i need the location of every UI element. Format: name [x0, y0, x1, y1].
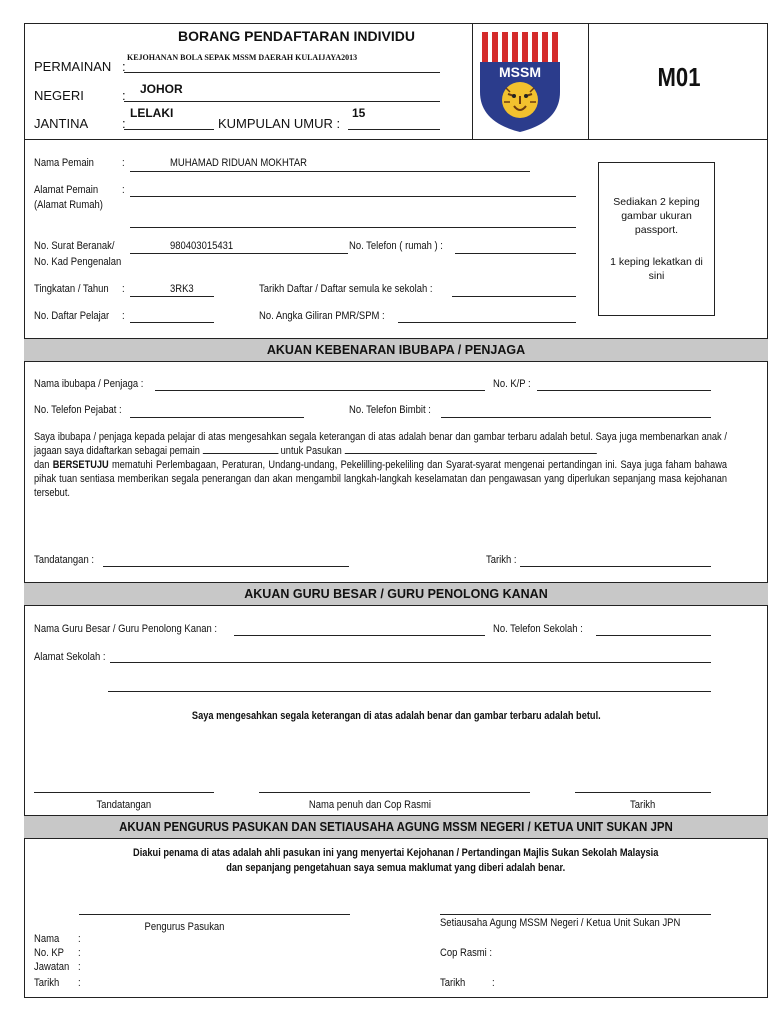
- parent-name-line: [155, 390, 485, 391]
- parent-signature-line: [103, 566, 349, 567]
- headmaster-stamp-line: [259, 792, 530, 793]
- manager-signature-line: [79, 914, 350, 915]
- photo-instruction-1: Sediakan 2 keping gambar ukuran passport.: [613, 196, 700, 236]
- jantina-value: LELAKI: [130, 106, 174, 120]
- parent-date-line: [520, 566, 711, 567]
- daftar-pelajar-label: No. Daftar Pelajar: [34, 310, 110, 322]
- angka-giliran-label: No. Angka Giliran PMR/SPM :: [259, 310, 385, 322]
- headmaster-name-label: Nama Guru Besar / Guru Penolong Kanan :: [34, 623, 218, 635]
- parent-para-2a: dan: [34, 459, 50, 471]
- headmaster-date-line: [575, 792, 711, 793]
- manager-caption: Pengurus Pasukan: [144, 921, 224, 933]
- parent-bimbit-label: No. Telefon Bimbit :: [349, 404, 431, 416]
- secretary-tarikh-label: Tarikh: [440, 977, 466, 989]
- headmaster-signature-line: [34, 792, 214, 793]
- permainan-value: KEJOHANAN BOLA SEPAK MSSM DAERAH KULAIJAYA2013: [127, 53, 358, 62]
- logo-stripes: [480, 32, 560, 62]
- permainan-line: [124, 72, 440, 73]
- parent-kp-label: No. K/P :: [493, 378, 531, 390]
- alamat-line-1: [130, 196, 576, 197]
- angka-giliran-line: [398, 322, 576, 323]
- nama-pemain-label: Nama Pemain: [34, 157, 94, 169]
- manager-tarikh-label: Tarikh: [34, 977, 60, 989]
- parent-declaration: [34, 430, 727, 500]
- kumpulan-line: [348, 129, 440, 130]
- negeri-label: NEGERI: [34, 88, 84, 103]
- parent-bimbit-line: [441, 417, 711, 418]
- kumpulan-label: KUMPULAN UMUR :: [218, 116, 341, 131]
- logo-text: MSSM: [499, 64, 541, 80]
- telefon-rumah-line: [455, 253, 576, 254]
- parent-signature-label: Tandatangan :: [34, 554, 94, 566]
- manager-section-heading: AKUAN PENGURUS PASUKAN DAN SETIAUSAHA AGUNG MSSM NEGERI / KETUA UNIT SUKAN JPN: [119, 820, 673, 834]
- header-divider-2: [588, 23, 589, 140]
- tarikh-daftar-line: [452, 296, 576, 297]
- alamat-line-2: [130, 227, 576, 228]
- nama-pemain-value: MUHAMAD RIDUAN MOKHTAR: [170, 157, 307, 169]
- parent-para-1: Saya ibubapa / penjaga kepada pelajar di atas mengesahkan segala keterangan di atas adalah benar dan gambar terbaru adalah betul. Saya juga membenarkan anak / jagaan saya didaftarkan sebagai pemain: [34, 431, 727, 457]
- nama-pemain-line: [130, 171, 530, 172]
- parent-date-label: Tarikh :: [486, 554, 517, 566]
- jantina-line: [124, 129, 214, 130]
- parent-pejabat-line: [130, 417, 304, 418]
- manager-statement-1: Diakui penama di atas adalah ahli pasukan ini yang menyertai Kejohanan / Pertandingan Majlis Sukan Sekolah Malaysia: [133, 847, 659, 859]
- manager-kp-label: No. KP: [34, 947, 64, 959]
- photo-box: [598, 162, 715, 316]
- header-bottom-line: [24, 139, 768, 140]
- school-phone-line: [596, 635, 711, 636]
- headmaster-signature-caption: Tandatangan: [96, 799, 152, 811]
- kad-pengenalan-label: No. Kad Pengenalan: [34, 256, 122, 268]
- form-title: BORANG PENDAFTARAN INDIVIDU: [178, 28, 415, 44]
- surat-line: [130, 253, 348, 254]
- jantina-label: JANTINA: [34, 116, 89, 131]
- headmaster-statement: Saya mengesahkan segala keterangan di atas adalah benar dan gambar terbaru adalah betul.: [191, 710, 601, 722]
- photo-instruction-2: 1 keping lekatkan di sini: [610, 256, 703, 282]
- secretary-caption: Setiausaha Agung MSSM Negeri / Ketua Unit Sukan JPN: [440, 917, 681, 929]
- manager-nama-label: Nama: [34, 933, 60, 945]
- alamat-rumah-label: (Alamat Rumah): [34, 199, 103, 211]
- headmaster-name-line: [234, 635, 485, 636]
- negeri-value: JOHOR: [140, 82, 183, 96]
- school-address-line-2: [108, 691, 711, 692]
- daftar-pelajar-line: [130, 322, 214, 323]
- parent-section-heading: AKUAN KEBENARAN IBUBAPA / PENJAGA: [24, 338, 768, 362]
- parent-kp-line: [537, 390, 711, 391]
- permainan-label: PERMAINAN: [34, 59, 112, 74]
- tarikh-daftar-label: Tarikh Daftar / Daftar semula ke sekolah :: [259, 283, 433, 295]
- parent-para-2b: mematuhi Perlembagaan, Peraturan, Undang-undang, Pekelilling-pekeliling dan Syarat-syarat mengenai pertandingan ini. Saya juga faham bahawa pihak tuan sentiasa memberikan segala penerangan dan akan mengambil langkah-langkah keselamatan dan pengawasan yang diperlukan sepanjang masa kejohanan tersebut.: [34, 459, 728, 499]
- tingkatan-value: 3RK3: [170, 283, 194, 295]
- school-address-line-1: [110, 662, 711, 663]
- headmaster-stamp-caption: Nama penuh dan Cop Rasmi: [308, 799, 431, 811]
- parent-pejabat-label: No. Telefon Pejabat :: [34, 404, 122, 416]
- tingkatan-label: Tingkatan / Tahun: [34, 283, 109, 295]
- manager-statement-2: dan sepanjang pengetahuan saya semua maklumat yang diberi adalah benar.: [226, 862, 566, 874]
- parent-para-bold: BERSETUJU: [52, 459, 109, 471]
- mssm-logo: [478, 30, 562, 134]
- alamat-pemain-label: Alamat Pemain: [34, 184, 99, 196]
- surat-value: 980403015431: [170, 240, 234, 252]
- tingkatan-line: [130, 296, 214, 297]
- school-phone-label: No. Telefon Sekolah :: [493, 623, 583, 635]
- form-code: M01: [657, 62, 701, 92]
- parent-name-label: Nama ibubapa / Penjaga :: [34, 378, 144, 390]
- school-address-label: Alamat Sekolah :: [34, 651, 106, 663]
- cop-rasmi-label: Cop Rasmi :: [440, 947, 493, 959]
- telefon-rumah-label: No. Telefon ( rumah ) :: [349, 240, 443, 252]
- headmaster-section-heading: AKUAN GURU BESAR / GURU PENOLONG KANAN: [24, 582, 768, 606]
- parent-para-1b: untuk Pasukan: [280, 445, 342, 457]
- kumpulan-value: 15: [352, 106, 366, 120]
- header-divider-1: [472, 23, 473, 140]
- headmaster-date-caption: Tarikh: [630, 799, 656, 811]
- negeri-line: [124, 101, 440, 102]
- surat-beranak-label: No. Surat Beranak/: [34, 240, 115, 252]
- secretary-signature-line: [440, 914, 711, 915]
- manager-jawatan-label: Jawatan: [34, 961, 70, 973]
